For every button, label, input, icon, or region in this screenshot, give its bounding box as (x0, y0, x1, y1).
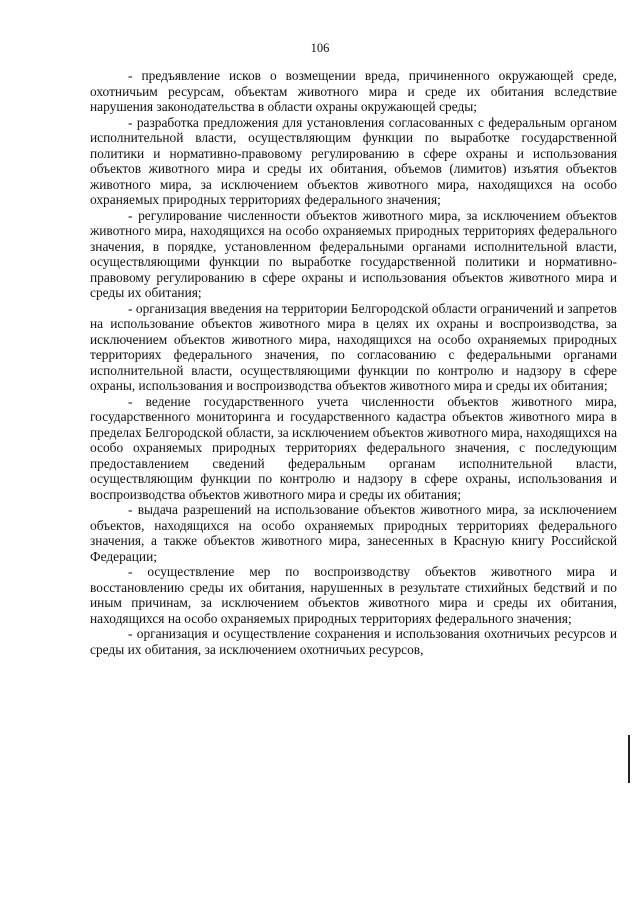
margin-scan-mark (628, 735, 630, 783)
paragraph-state-accounting: - ведение государственного учета численности объектов животного мира, государственного мониторинга и государственного кадастра объектов животного мира в пределах Белгородской области, за исключением объектов животного мира, находящихся на особо охраняемых природных территориях федерального значения, с последующим предоставлением сведений федеральным органам исполнительной власти, осуществляющим функции по контролю и надзору в сфере охраны, использования и воспроизводства объектов животного мира и среды их обитания; (90, 393, 618, 502)
paragraph-reproduction-measures: - осуществление мер по воспроизводству объектов животного мира и восстановлению среды их обитания, нарушенных в результате стихийных бедствий и по иным причинам, за исключением объектов животного мира и среды их обитания, находящихся на особо охраняемых природных территориях федерального значения; (90, 564, 617, 626)
document-body (90, 68, 617, 657)
paragraph-hunting-resources: - организация и осуществление сохранения и использования охотничьих ресурсов и среды их обитания, за исключением охотничьих ресурсов, (90, 626, 617, 657)
paragraph-restrictions-and-bans: - организация введения на территории Белгородской области ограничений и запретов на использование объектов животного мира в целях их охраны и воспроизводства, за исключением объектов животного мира, находящихся на особо охраняемых природных территориях федерального значения, по согласованию с федеральными органами исполнительной власти, осуществляющими функции по контролю и надзору в сфере охраны, использования и воспроизводства объектов животного мира и среды их обитания; (90, 300, 617, 393)
page-number: 106 (310, 41, 330, 55)
paragraph-claims-for-damage: - предъявление исков о возмещении вреда, причиненного окружающей среде, охотничьим ресурсам, объектам животного мира и среде их обитания вследствие нарушения законодательства в области охраны окружающей среды; (90, 68, 617, 114)
paragraph-permits-issuance: - выдача разрешений на использование объектов животного мира, за исключением объектов, находящихся на особо охраняемых природных территориях федерального значения, а также объектов животного мира, занесенных в Красную книгу Российской Федерации; (90, 502, 617, 564)
paragraph-population-regulation: - регулирование численности объектов животного мира, за исключением объектов животного мира, находящихся на особо охраняемых природных территориях федерального значения, в порядке, установленном федеральными органами исполнительной власти, осуществляющими функции по выработке государственной политики и нормативно-правовому регулированию в сфере охраны и использования объектов животного мира и среды их обитания; (90, 207, 617, 300)
paragraph-extraction-limits: - разработка предложения для установления согласованных с федеральным органом исполнительной власти, осуществляющим функции по выработке государственной политики и нормативно-правовому регулированию в сфере охраны и использования объектов животного мира и среды их обитания, объемов (лимитов) изъятия объектов животного мира, за исключением объектов животного мира, находящихся на особо охраняемых природных территориях федерального значения; (90, 114, 617, 207)
